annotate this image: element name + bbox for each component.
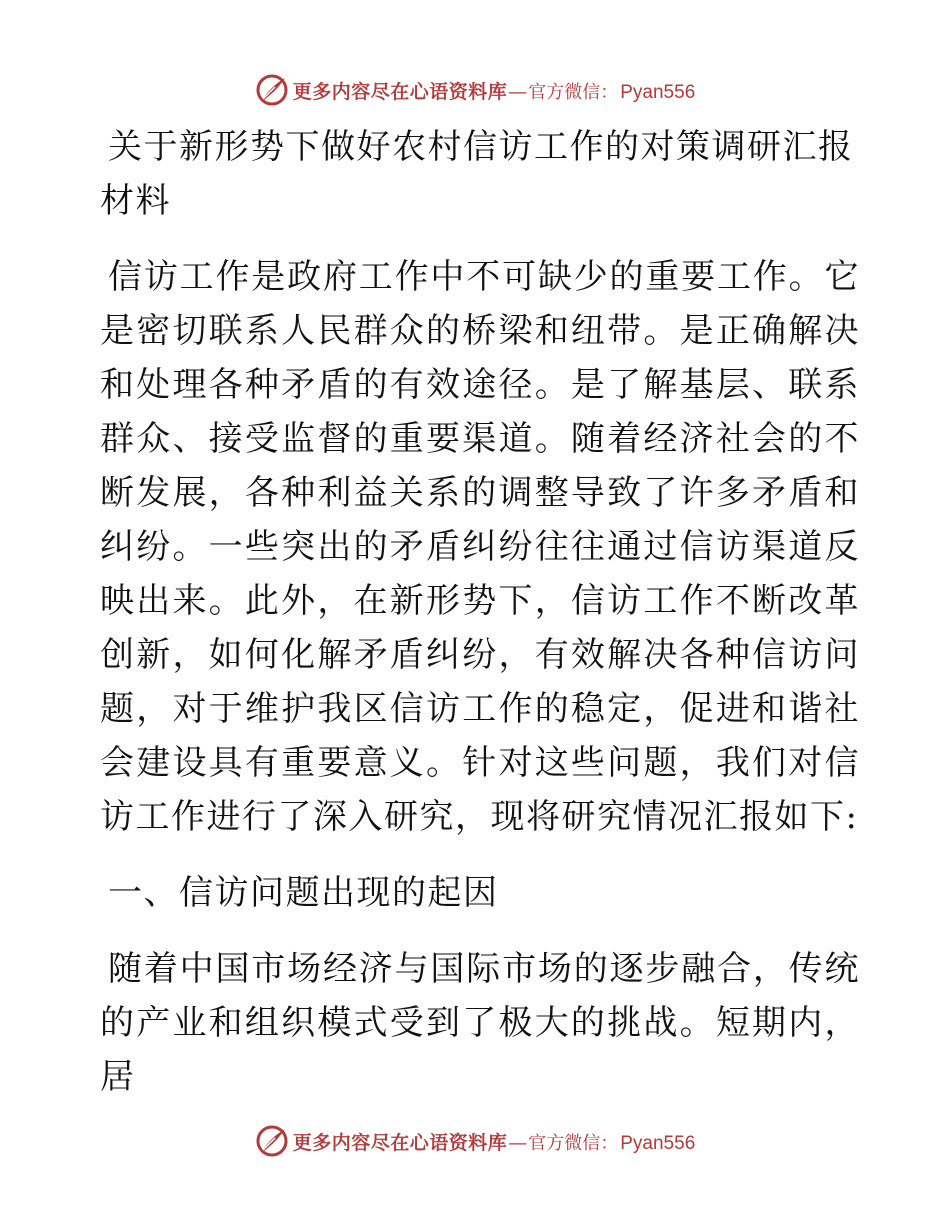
- watermark-wechat-id: Pyan556: [620, 1132, 696, 1154]
- watermark-wechat-label: 官方微信：: [528, 1132, 619, 1154]
- watermark-wechat-id: Pyan556: [620, 81, 696, 103]
- watermark-site-name: 更多内容尽在心语资料库: [292, 80, 508, 103]
- document-title: 关于新形势下做好农村信访工作的对策调研汇报材料: [100, 127, 854, 221]
- footer-watermark: [0, 1121, 950, 1161]
- quill-logo-icon: [255, 1124, 289, 1158]
- quill-logo-icon: [255, 73, 289, 107]
- document-body: [100, 120, 860, 1104]
- header-watermark: [0, 70, 950, 110]
- watermark-wechat-label: 官方微信：: [528, 81, 619, 103]
- section-paragraph: 随着中国市场经济与国际市场的逐步融合，传统的产业和组织模式受到了极大的挑战。短期内，居: [100, 949, 860, 1097]
- intro-paragraph: 信访工作是政府工作中不可缺少的重要工作。它是密切联系人民群众的桥梁和纽带。是正确解决和处理各种矛盾的有效途径。是了解基层、联系群众、接受监督的重要渠道。随着经济社会的不断发展，各种利益关系的调整导致了许多矛盾和纠纷。一些突出的矛盾纠纷往往通过信访渠道反映出来。此外，在新形势下，信访工作不断改革创新，如何化解矛盾纠纷，有效解决各种信访问题，对于维护我区信访工作的稳定，促进和谐社会建设具有重要意义。针对这些问题，我们对信访工作进行了深入研究，现将研究情况汇报如下:: [100, 257, 860, 837]
- section-heading: 一、信访问题出现的起因: [108, 873, 499, 913]
- watermark-site-name: 更多内容尽在心语资料库: [292, 1131, 508, 1154]
- watermark-dash: —: [508, 1131, 528, 1154]
- watermark-dash: —: [508, 80, 528, 103]
